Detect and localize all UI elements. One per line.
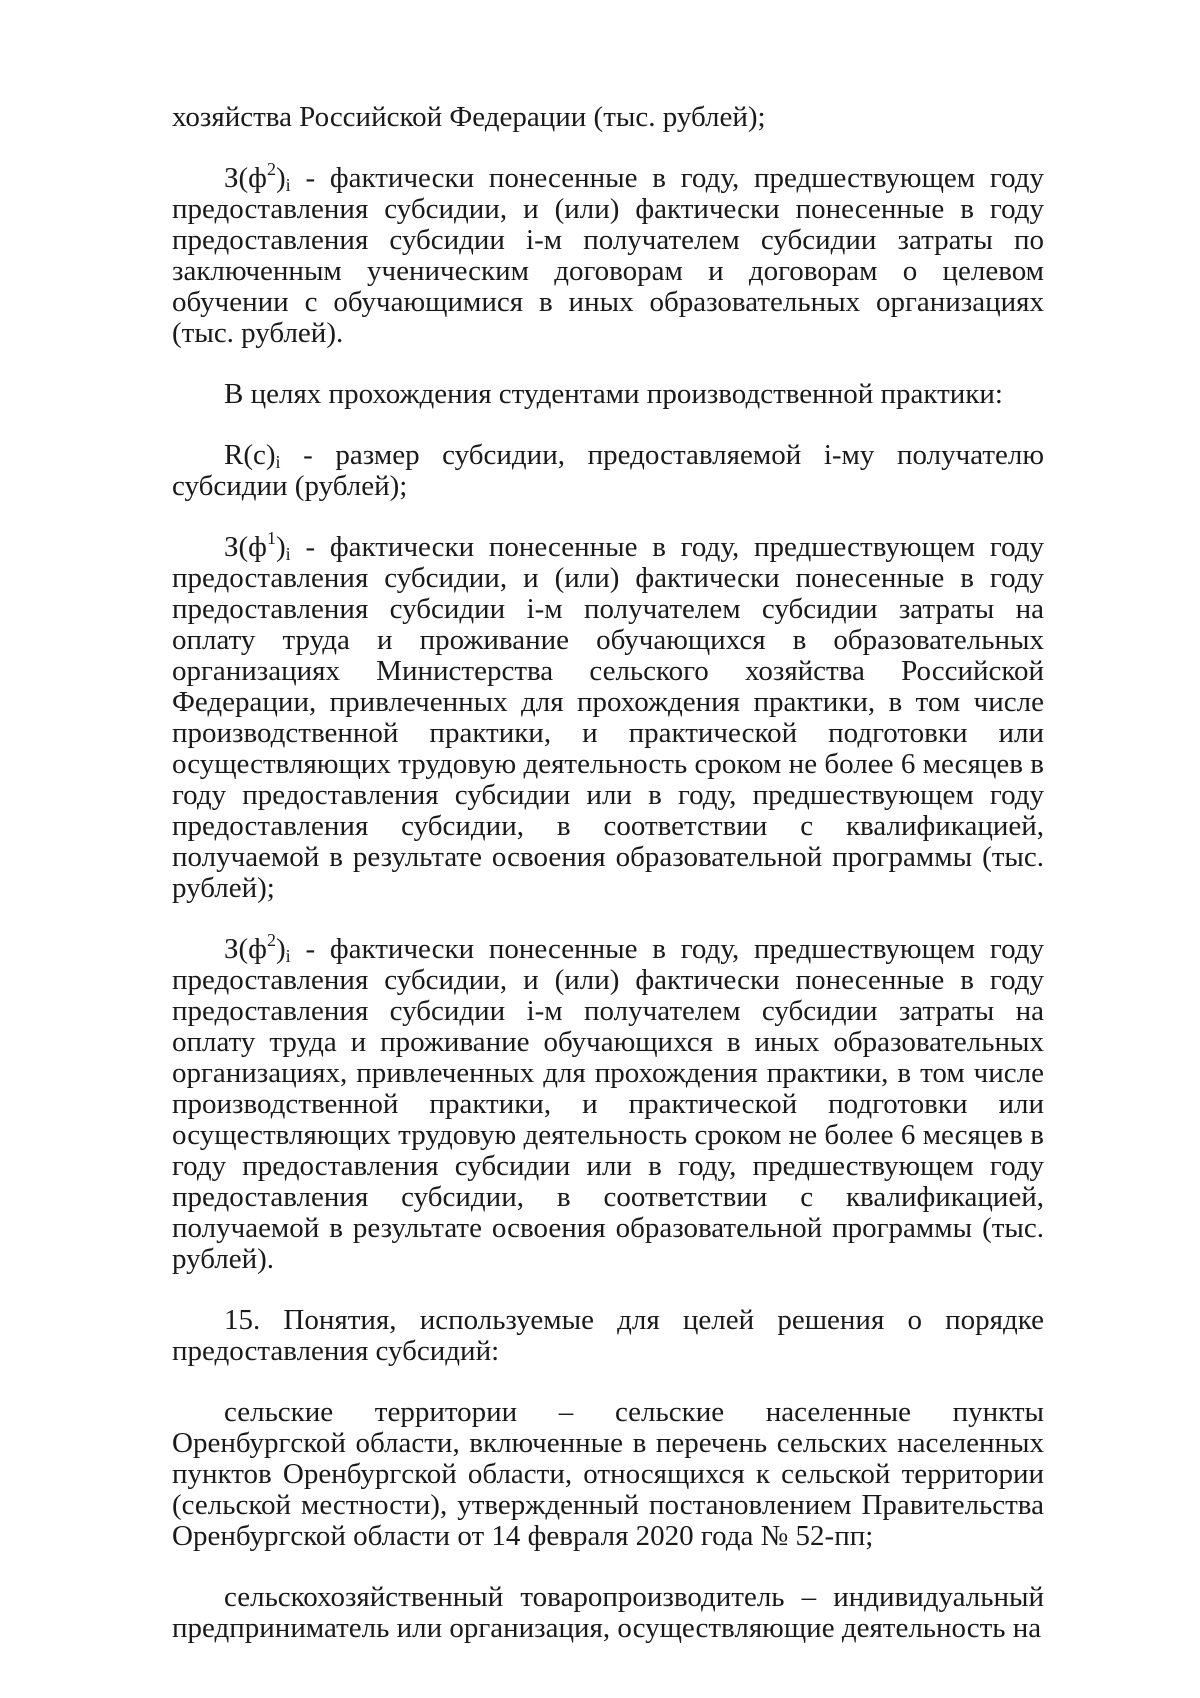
definition-text: - фактически понесенные в году, предшествующем году предоставления субсидии, и (или) фактически понесенные в году предоставления субсидии i-м получателем субсидии затраты на оплату труда и проживание обучающихся в образовательных организациях Министерства сельского хозяйства Российской Федерации, привлеченных для прохождения практики, в том числе производственной практики, и практической подготовки или осуществляющих трудовую деятельность сроком не более 6 месяцев в году предоставления субсидии или в году, предшествующем году предоставления субсидии, в соответствии с квалификацией, получаемой в результате освоения образовательной программы (тыс. рублей); — [172, 531, 1044, 904]
formula-symbol: $З(ф^1)_i$ — [224, 528, 291, 564]
definition-z-phi2-other-orgs — [172, 159, 1044, 349]
definition-z-phi1 — [172, 528, 1044, 904]
definition-agricultural-producer: сельскохозяйственный товаропроизводитель – индивидуальный предприниматель или организация, осуществляющие деятельность на — [172, 1581, 1044, 1644]
formula-symbol: $R(c)_i$ — [224, 439, 281, 472]
definition-rural-territories: сельские территории – сельские населенные пункты Оренбургской области, включенные в перечень сельских населенных пунктов Оренбургской области, относящихся к сельской территории (сельской местности), утвержденный постановлением Правительства Оренбургской области от 14 февраля 2020 года № 52-пп; — [172, 1396, 1044, 1552]
formula-symbol: $З(ф^2)_i$ — [224, 930, 291, 966]
definition-text: - фактически понесенные в году, предшествующем году предоставления субсидии, и (или) фактически понесенные в году предоставления субсидии i-м получателем субсидии затраты на оплату труда и проживание обучающихся в иных образовательных организациях, привлеченных для прохождения практики, в том числе производственной практики, и практической подготовки или осуществляющих трудовую деятельность сроком не более 6 месяцев в году предоставления субсидии или в году, предшествующем году предоставления субсидии, в соответствии с квалификацией, получаемой в результате освоения образовательной программы (тыс. рублей). — [172, 933, 1044, 1275]
definition-text: - размер субсидии, предоставляемой i-му получателю субсидии (рублей); — [172, 439, 1044, 502]
clause-15-heading: 15. Понятия, используемые для целей решения о порядке предоставления субсидий: — [172, 1304, 1044, 1367]
definition-r-c — [172, 440, 1044, 502]
definition-text: - фактически понесенные в году, предшествующем году предоставления субсидии, и (или) фактически понесенные в году предоставления субсидии i-м получателем субсидии затраты по заключенным ученическим договорам и договорам о целевом обучении с обучающимися в иных образовательных организациях (тыс. рублей). — [172, 162, 1044, 349]
definition-z-phi2-practice — [172, 930, 1044, 1275]
formula-symbol: $З(ф^2)_i$ — [224, 159, 291, 195]
section-intro-practice: В целях прохождения студентами производственной практики: — [224, 378, 1003, 410]
paragraph-continuation: хозяйства Российской Федерации (тыс. рублей); — [172, 101, 766, 133]
document-body — [172, 102, 1044, 1644]
